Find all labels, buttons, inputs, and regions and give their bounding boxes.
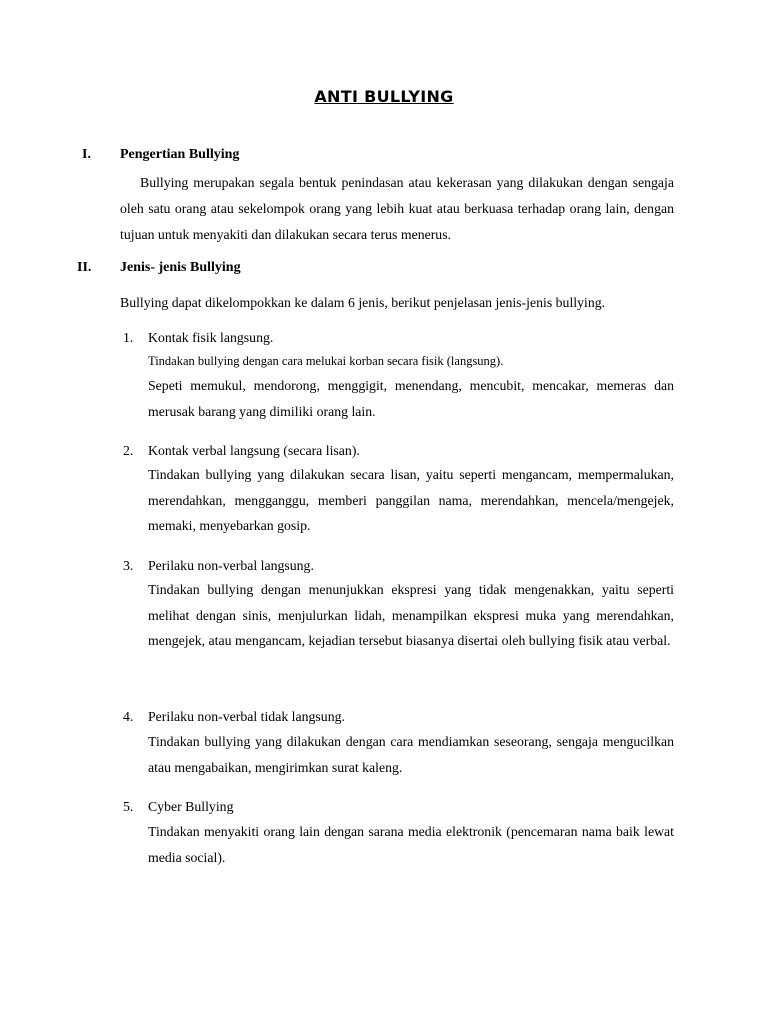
list-item-3-number: 3. [123,558,134,573]
list-item-5-number: 5. [123,799,134,814]
list-item-1-heading: Kontak fisik langsung. [148,330,274,345]
list-item-4-heading: Perilaku non-verbal tidak langsung. [148,709,345,724]
list-item-4-body: Tindakan bullying yang dilakukan dengan cara mendiamkan seseorang, sengaja mengucilkan atau mengabaikan, mengirimkan surat kaleng. [148,734,674,775]
section-1-number: I. [82,147,91,162]
list-item-1-note: Tindakan bullying dengan cara melukai korban secara fisik (langsung). [148,354,504,368]
list-item-1-number: 1. [123,330,134,345]
document-title: ANTI BULLYING [314,87,454,106]
list-item-4-number: 4. [123,709,134,724]
section-2-heading: Jenis- jenis Bullying [120,260,241,275]
list-item-1-body: Sepeti memukul, mendorong, menggigit, menendang, mencubit, mencakar, memeras dan merusak barang yang dimiliki orang lain. [148,378,674,419]
section-1-paragraph: Bullying merupakan segala bentuk penindasan atau kekerasan yang dilakukan dengan sengaja oleh satu orang atau sekelompok orang yang lebih kuat atau berkuasa terhadap orang lain, dengan tujuan untuk menyakiti dan dilakukan secara terus menerus. [120,175,674,242]
list-item-2-body: Tindakan bullying yang dilakukan secara lisan, yaitu seperti mengancam, mempermalukan, merendahkan, mengganggu, memberi panggilan nama, merendahkan, mencela/mengejek, memaki, menyebarkan gosip. [148,467,674,533]
list-item-5-heading: Cyber Bullying [148,799,234,814]
list-item-5-body: Tindakan menyakiti orang lain dengan sarana media elektronik (pencemaran nama baik lewat media social). [148,824,674,865]
section-1-heading: Pengertian Bullying [120,147,240,162]
list-item-2-heading: Kontak verbal langsung (secara lisan). [148,443,360,458]
section-2-number: II. [77,260,92,275]
list-item-2-number: 2. [123,443,134,458]
section-2-intro: Bullying dapat dikelompokkan ke dalam 6 jenis, berikut penjelasan jenis-jenis bullying. [120,295,606,310]
list-item-3-body: Tindakan bullying dengan menunjukkan ekspresi yang tidak mengenakkan, yaitu seperti melihat dengan sinis, menjulurkan lidah, menampilkan ekspresi muka yang merendahkan, mengejek, atau mengancam, kejadian tersebut biasanya disertai oleh bullying fisik atau verbal. [148,582,674,648]
list-item-3-heading: Perilaku non-verbal langsung. [148,558,314,573]
